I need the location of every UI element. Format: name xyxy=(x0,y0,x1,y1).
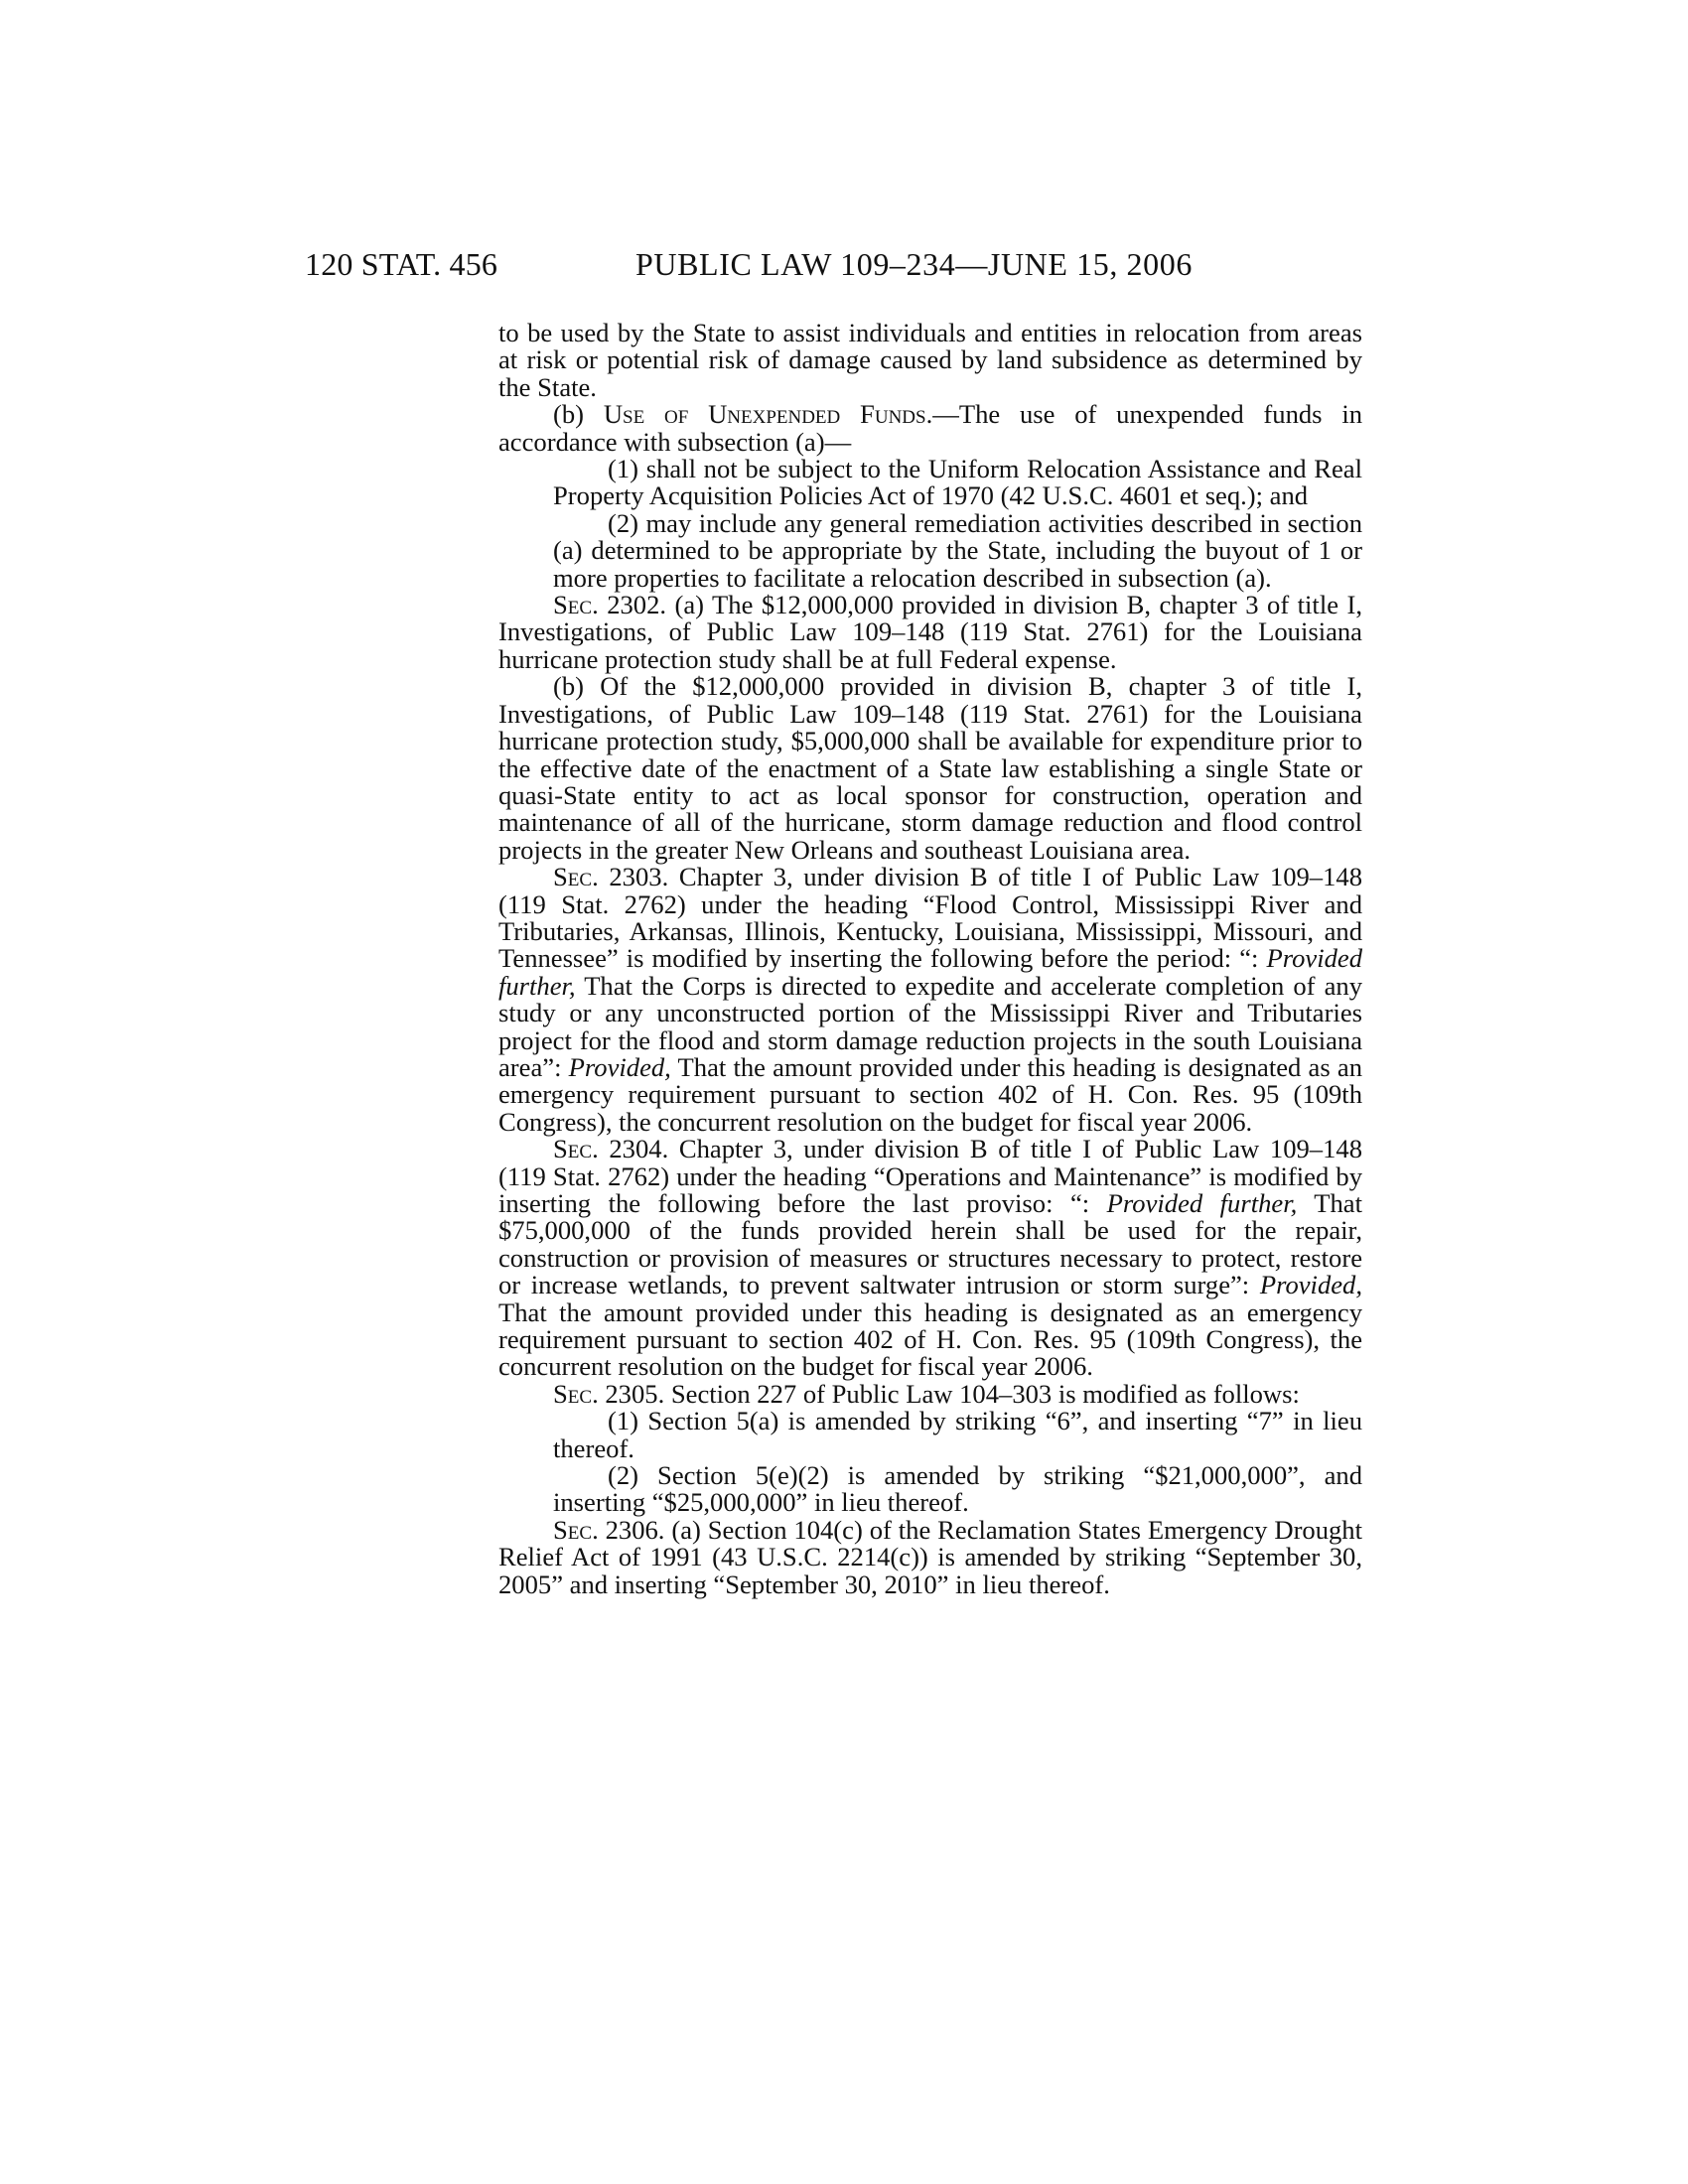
sec-text-c: That the amount provided under this heading is designated as an emergency requirement pursuant to section 402 of H. Con. Res. 95 (109th Congress), the concurrent resolution on the budget for fiscal year 2006. xyxy=(498,1297,1362,1382)
sec-text-b: That $75,000,000 of the funds provided herein shall be used for the repair, construction or provision of measures or structures necessary to protect, restore or increase wetlands, to prevent saltwater intrusion or storm surge”: xyxy=(498,1188,1363,1300)
sec-label: Sec xyxy=(553,590,593,620)
paragraph-item-1: (1) shall not be subject to the Uniform Relocation Assistance and Real Property Acquisition Policies Act of 1970 (42 U.S.C. 4601 et seq.); and xyxy=(553,454,1362,511)
stat-citation: 120 STAT. 456 xyxy=(305,246,498,282)
sec-label: Sec xyxy=(553,1514,593,1545)
subsection-text: .—The use of unexpended funds in accordance with subsection (a)— xyxy=(498,399,1363,457)
paragraph-continuation: to be used by the State to assist individuals and entities in relocation from areas at risk or potential risk of damage caused by land subsidence as determined by the State. xyxy=(498,318,1362,402)
paragraph-sec-2302-b: (b) Of the $12,000,000 provided in division B, chapter 3 of title I, Investigations, of Public Law 109–148 (119 Stat. 2761) for the Louisiana hurricane protection study, $5,000,000 shall be available for expenditure prior to the effective date of the enactment of a State law establishing a single State or quasi-State entity to act as local sponsor for construction, operation and maintenance of all of the hurricane, storm damage reduction and flood control projects in the greater New Orleans and southeast Louisiana area. xyxy=(498,671,1362,865)
paragraph-sec-2304 xyxy=(498,1136,1362,1381)
document-body xyxy=(498,320,1362,1598)
paragraph-item-2: (2) Section 5(e)(2) is amended by striking “$21,000,000”, and inserting “$25,000,000” in lieu thereof. xyxy=(553,1460,1362,1518)
sec-label: Sec xyxy=(553,1378,593,1409)
paragraph-item-2: (2) may include any general remediation activities described in section (a) determined to be appropriate by the State, including the buyout of 1 or more properties to facilitate a relocation described in subsection (a). xyxy=(553,507,1362,593)
sec-label: Sec xyxy=(553,1134,593,1164)
running-head: PUBLIC LAW 109–234—JUNE 15, 2006 xyxy=(635,246,1193,282)
proviso-italic: Provided, xyxy=(568,1051,671,1082)
sec-label: Sec xyxy=(553,862,593,892)
paragraph-sec-2306 xyxy=(498,1514,1362,1599)
subsection-heading: Use of Unexpended Funds xyxy=(603,399,926,430)
proviso-italic: Provided, xyxy=(1259,1270,1362,1300)
paragraph-subsection-b xyxy=(498,401,1362,456)
paragraph-item-1: (1) Section 5(a) is amended by striking “6”, and inserting “7” in lieu thereof. xyxy=(553,1406,1362,1463)
sec-text-a: . 2303. Chapter 3, under division B of title I of Public Law 109–148 (119 Stat. 2762) under the heading “Flood Control, Mississippi River and Tributaries, Arkansas, Illinois, Kentucky, Louisiana, Mississippi, Missouri, and Tennessee” is modified by inserting the following before the period: “: xyxy=(498,862,1362,974)
sec-text: . 2305. Section 227 of Public Law 104–303 is modified as follows: xyxy=(592,1378,1300,1409)
proviso-italic: Provided further, xyxy=(498,943,1362,1001)
sec-text: . 2302. (a) The $12,000,000 provided in division B, chapter 3 of title I, Investigations, of Public Law 109–148 (119 Stat. 2761) for the Louisiana hurricane protection study shall be at full Federal expense. xyxy=(498,590,1362,674)
paragraph-sec-2305 xyxy=(498,1378,1362,1409)
subsection-label: (b) xyxy=(553,399,604,430)
paragraph-sec-2303 xyxy=(498,864,1362,1136)
sec-text-b: That the Corps is directed to expedite and accelerate completion of any study or any unconstructed portion of the Mississippi River and Tributaries project for the flood and storm damage reduction projects in the south Louisiana area”: xyxy=(498,970,1362,1082)
paragraph-sec-2302 xyxy=(498,592,1362,673)
sec-text: . 2306. (a) Section 104(c) of the Reclamation States Emergency Drought Relief Act of 1991 (43 U.S.C. 2214(c)) is amended by striking “September 30, 2005” and inserting “September 30, 2010” in lieu thereof. xyxy=(498,1514,1362,1599)
proviso-italic: Provided further, xyxy=(1106,1188,1298,1218)
sec-text-a: . 2304. Chapter 3, under division B of title I of Public Law 109–148 (119 Stat. 2762) under the heading “Operations and Maintenance” is modified by inserting the following before the last proviso: “: xyxy=(498,1134,1362,1218)
sec-text-c: That the amount provided under this heading is designated as an emergency requirement pursuant to section 402 of H. Con. Res. 95 (109th Congress), the concurrent resolution on the budget for fiscal year 2006. xyxy=(498,1051,1362,1137)
